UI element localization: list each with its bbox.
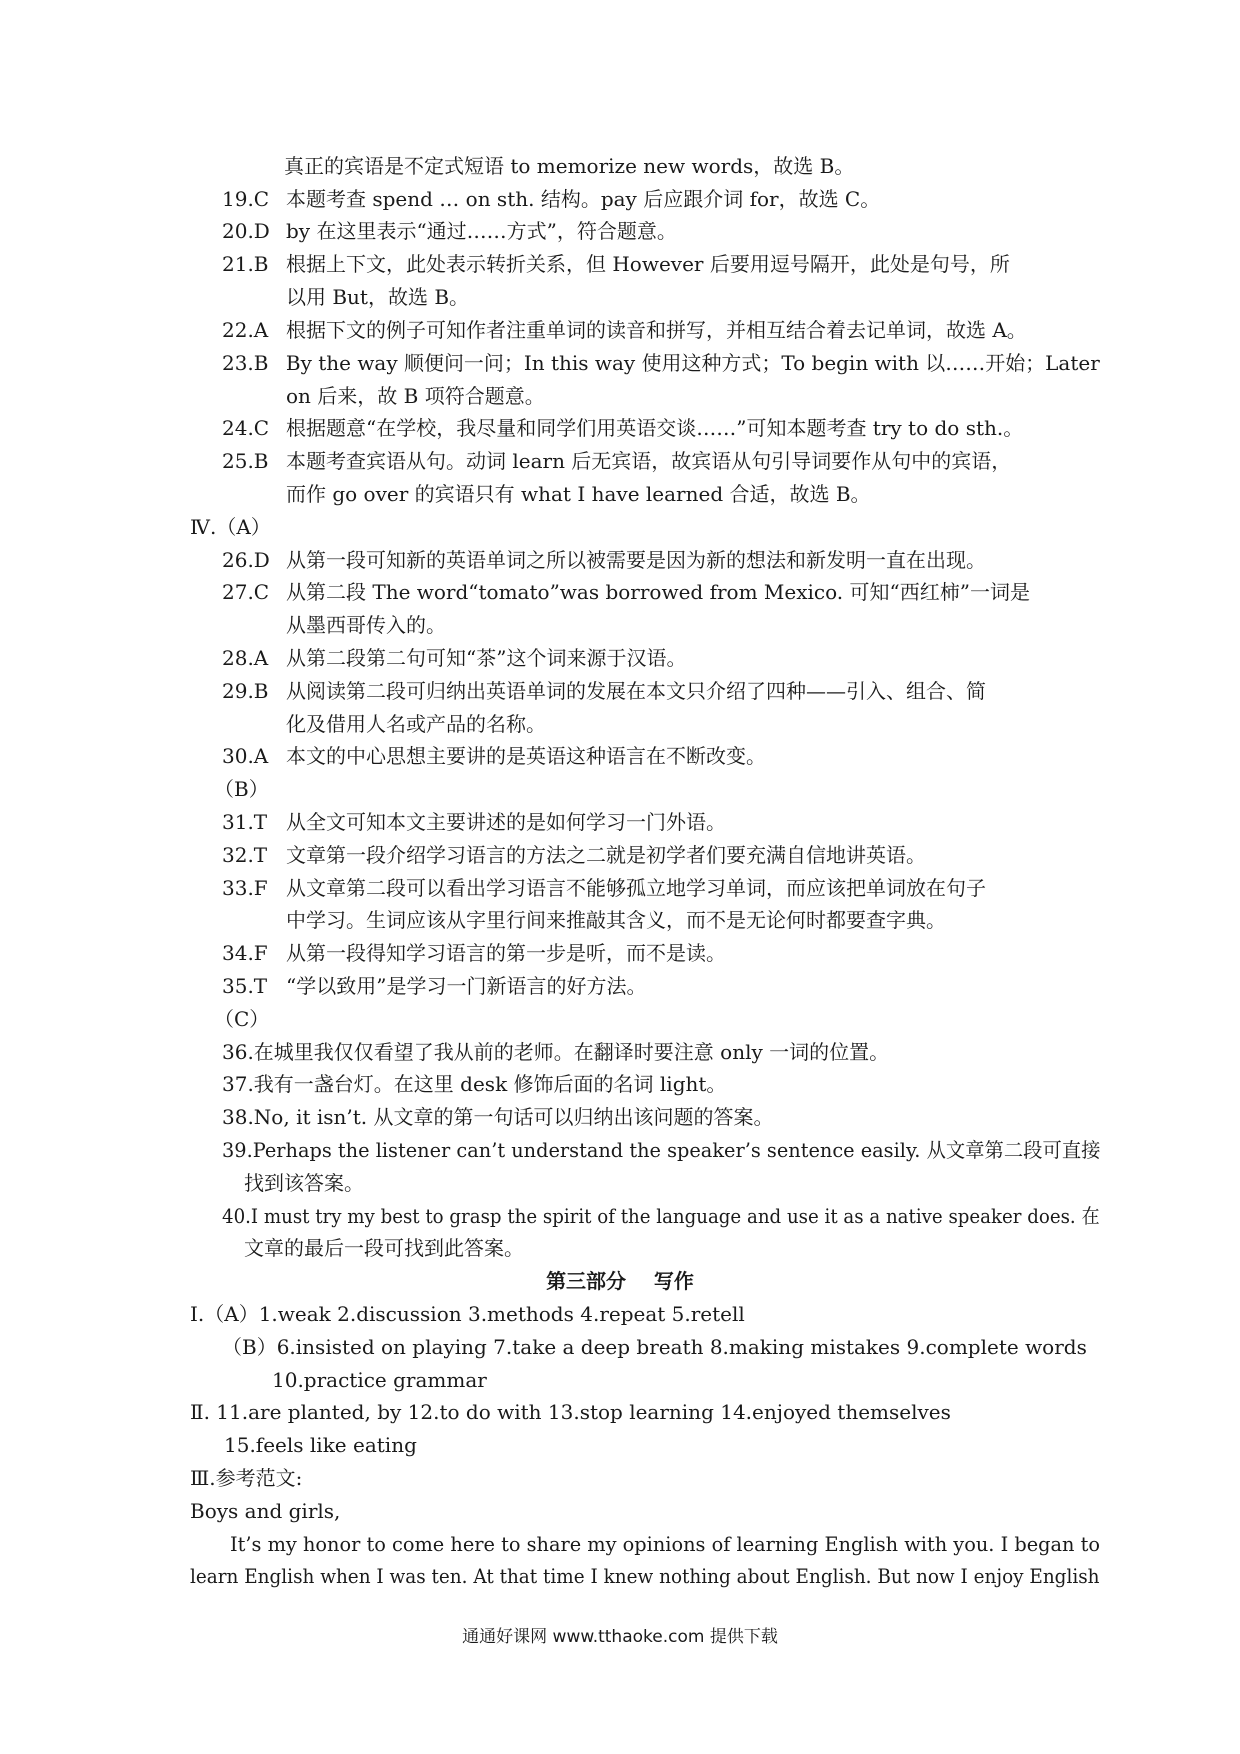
answer-number: 21.B <box>222 252 269 276</box>
writing-answers-ii-continued: 15.feels like eating <box>224 1433 417 1457</box>
page-footer: 通通好课网 www.tthaoke.com 提供下载 <box>462 1627 778 1647</box>
answer-39: 39.Perhaps the listener can’t understand the speaker’s sentence easily. 从文章第二段可直接 <box>222 1138 1101 1162</box>
answer-text: 从文章第二段可以看出学习语言不能够孤立地学习单词，而应该把单词放在句子 <box>286 876 986 900</box>
answer-number: 27.C <box>222 580 270 604</box>
writing-answers-a: Ⅰ.（A）1.weak 2.discussion 3.methods 4.repeat 5.retell <box>190 1302 745 1326</box>
answer-number: 22.A <box>222 318 269 342</box>
answer-text: 根据题意“在学校，我尽量和同学们用英语交谈……”可知本题考查 try to do sth.。 <box>286 416 1024 440</box>
answer-text: 从第二段 The word“tomato”was borrowed from Mexico. 可知“西红柿”一词是 <box>286 580 1030 604</box>
essay-paragraph-line: learn English when I was ten. At that time I knew nothing about English. But now I enjoy English <box>190 1564 1100 1588</box>
answer-27 <box>222 578 1030 606</box>
answer-text-continued: 化及借用人名或产品的名称。 <box>286 712 546 736</box>
answer-number: 26.D <box>222 548 270 572</box>
answer-text: 从第二段第二句可知“茶”这个词来源于汉语。 <box>286 646 687 670</box>
answer-number: 19.C <box>222 187 270 211</box>
answer-32 <box>222 841 926 869</box>
answer-31 <box>222 808 726 836</box>
answer-text-continued: 而作 go over 的宾语只有 what I have learned 合适，故选 B。 <box>286 482 871 506</box>
answer-text: By the way 顺便问一问；In this way 使用这种方式；To begin with 以……开始；Later <box>285 351 1100 375</box>
answer-text: 从全文可知本文主要讲述的是如何学习一门外语。 <box>286 810 726 834</box>
answer-text: 文章第一段介绍学习语言的方法之二就是初学者们要充满自信地讲英语。 <box>286 843 926 867</box>
part-heading: 第三部分 写作 <box>546 1269 694 1293</box>
answer-text: 从第一段可知新的英语单词之所以被需要是因为新的想法和新发明一直在出现。 <box>286 548 986 572</box>
answer-24 <box>222 414 1023 442</box>
answer-40: 40.I must try my best to grasp the spirit of the language and use it as a native speaker does. 在 <box>222 1204 1100 1228</box>
answer-text-continued: 文章的最后一段可找到此答案。 <box>244 1236 524 1260</box>
answer-text: 本题考查宾语从句。动词 learn 后无宾语，故宾语从句引导词要作从句中的宾语， <box>286 449 1012 473</box>
answer-text: by 在这里表示“通过……方式”，符合题意。 <box>286 219 677 243</box>
answer-text: 根据下文的例子可知作者注重单词的读音和拼写，并相互结合着去记单词，故选 A。 <box>286 318 1027 342</box>
answer-text-continued: 以用 But，故选 B。 <box>286 285 470 309</box>
answer-text-continued: on 后来，故 B 项符合题意。 <box>286 384 545 408</box>
answer-number: 33.F <box>222 876 268 900</box>
answer-number: 20.D <box>222 219 270 243</box>
answer-36: 36.在城里我仅仅看望了我从前的老师。在翻译时要注意 only 一词的位置。 <box>222 1040 890 1064</box>
answer-number: 31.T <box>222 810 268 834</box>
answer-33 <box>222 874 986 902</box>
answer-text: 从阅读第二段可归纳出英语单词的发展在本文只介绍了四种——引入、组合、简 <box>286 679 986 703</box>
answer-29 <box>222 677 986 705</box>
answer-25 <box>222 447 1011 475</box>
answer-number: 24.C <box>222 416 270 440</box>
essay-salutation: Boys and girls, <box>190 1499 341 1523</box>
answer-34 <box>222 939 726 967</box>
answer-text: “学以致用”是学习一门新语言的好方法。 <box>286 974 647 998</box>
text-line: 真正的宾语是不定式短语 to memorize new words，故选 B。 <box>284 154 855 178</box>
answer-text: 从第一段得知学习语言的第一步是听，而不是读。 <box>286 941 726 965</box>
essay-paragraph-line: It’s my honor to come here to share my opinions of learning English with you. I began to <box>230 1532 1101 1556</box>
answer-text: 本题考查 spend … on sth. 结构。pay 后应跟介词 for，故选 C。 <box>286 187 881 211</box>
subsection-heading: （C） <box>214 1007 270 1031</box>
writing-answers-b: （B）6.insisted on playing 7.take a deep breath 8.making mistakes 9.complete words <box>222 1335 1087 1359</box>
answer-text: 根据上下文，此处表示转折关系，但 However 后要用逗号隔开，此处是句号，所 <box>286 252 1010 276</box>
sample-essay-heading: Ⅲ.参考范文: <box>190 1466 303 1490</box>
answer-text-continued: 找到该答案。 <box>244 1171 364 1195</box>
answer-37: 37.我有一盏台灯。在这里 desk 修饰后面的名词 light。 <box>222 1072 727 1096</box>
answer-20 <box>222 217 677 245</box>
answer-19 <box>222 185 880 213</box>
answer-38: 38.No, it isn’t. 从文章的第一句话可以归纳出该问题的答案。 <box>222 1105 774 1129</box>
section-heading: Ⅳ.（A） <box>190 515 271 539</box>
answer-text-continued: 从墨西哥传入的。 <box>286 613 446 637</box>
answer-number: 29.B <box>222 679 269 703</box>
answer-number: 28.A <box>222 646 269 670</box>
subsection-heading: （B） <box>214 777 269 801</box>
answer-number: 30.A <box>222 744 269 768</box>
answer-text: 本文的中心思想主要讲的是英语这种语言在不断改变。 <box>286 744 766 768</box>
answer-23 <box>222 349 1100 377</box>
answer-35 <box>222 972 646 1000</box>
answer-text-continued: 中学习。生词应该从字里行间来推敲其含义，而不是无论何时都要查字典。 <box>286 908 946 932</box>
answer-30 <box>222 742 766 770</box>
answer-22 <box>222 316 1027 344</box>
answer-number: 25.B <box>222 449 269 473</box>
answer-21 <box>222 250 1010 278</box>
answer-26 <box>222 546 986 574</box>
writing-answers-ii: Ⅱ. 11.are planted, by 12.to do with 13.stop learning 14.enjoyed themselves <box>190 1400 951 1424</box>
writing-answers-b-continued: 10.practice grammar <box>272 1368 487 1392</box>
answer-number: 34.F <box>222 941 268 965</box>
answer-number: 32.T <box>222 843 268 867</box>
answer-28 <box>222 644 686 672</box>
answer-number: 23.B <box>222 351 269 375</box>
answer-number: 35.T <box>222 974 268 998</box>
